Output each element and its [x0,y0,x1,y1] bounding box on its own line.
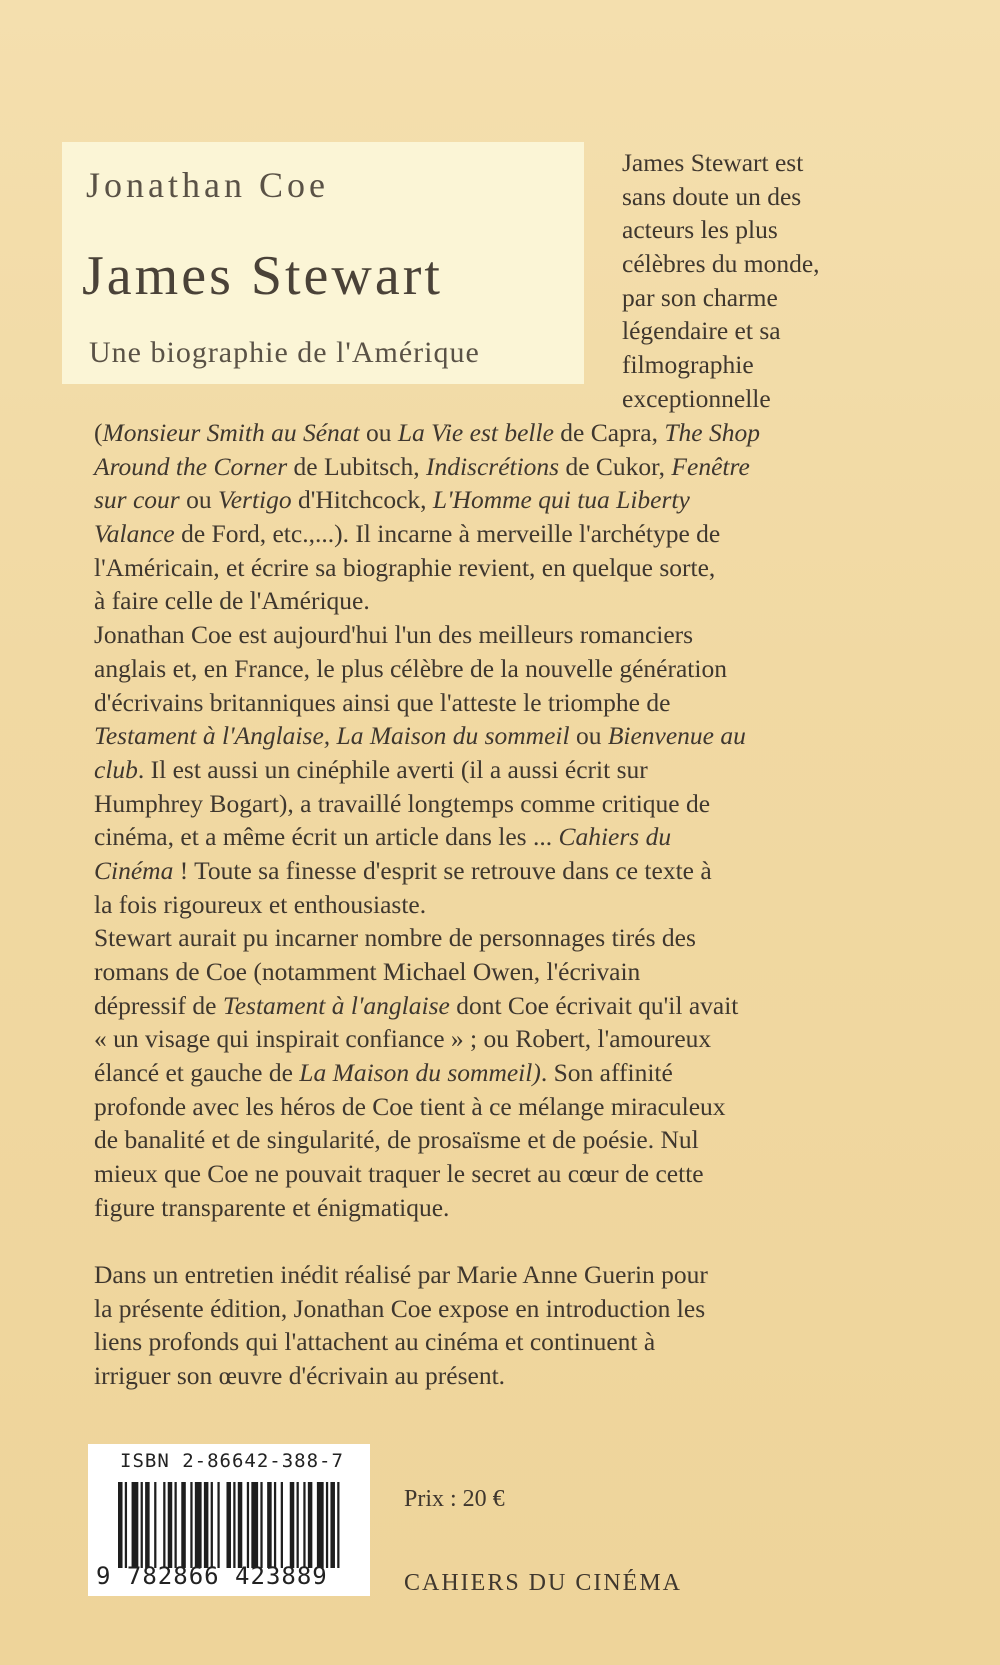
text-run: d'écrivains britanniques ainsi que l'atteste le triomphe de [94,687,671,717]
italic-title: Valance [94,519,175,549]
italic-title: Fenêtre [671,451,750,481]
text-line [94,1325,708,1359]
text-run: de banalité et de singularité, de prosaïsme et de poésie. Nul [94,1125,699,1155]
text-run: de Lubitsch, [287,451,426,481]
italic-title: Monsieur Smith au Sénat [102,418,360,447]
text-run: la fois rigoureux et enthousiaste. [94,889,427,919]
italic-title: Cahiers du [558,822,672,852]
text-run: cinéma, et a même écrit un article dans les ... [94,822,559,852]
text-run: anglais et, en France, le plus célèbre de la nouvelle génération [94,653,727,683]
text-run: à faire celle de l'Amérique. [94,586,370,616]
text-run: par son charme [622,282,778,312]
italic-title: La Vie est belle [397,418,554,447]
text-line [622,247,820,281]
text-run: Jonathan Coe est aujourd'hui l'un des meilleurs romanciers [94,620,694,650]
text-run: Dans un entretien inédit réalisé par Marie Anne Guerin pour [94,1260,708,1289]
text-line [94,1090,760,1124]
title-panel [62,142,584,384]
italic-title: La Maison du sommeil) [299,1058,541,1088]
text-run: la présente édition, Jonathan Coe expose en introduction les [94,1293,706,1323]
text-line [94,1157,760,1191]
text-line [94,517,760,551]
barcode-digits: 9 782866 423889 [96,1562,328,1590]
text-line [94,618,760,652]
text-line [94,450,760,484]
text-run: ou [569,721,608,751]
text-line [94,483,760,517]
barcode-icon [118,1482,344,1568]
isbn-number: ISBN 2-86642-388-7 [120,1450,344,1472]
text-run: liens profonds qui l'attachent au cinéma et continuent à [94,1327,656,1357]
text-run: dont Coe écrivait qu'il avait [449,990,739,1020]
italic-title: sur cour [94,485,180,515]
text-run: romans de Coe (notamment Michael Owen, l'écrivain [94,957,641,986]
isbn-barcode-block [88,1444,370,1596]
text-run: ou [179,485,218,515]
text-line [94,584,760,618]
text-line [94,1022,760,1056]
italic-title: Vertigo [217,485,292,515]
book-title: James Stewart [82,245,443,307]
text-line [94,921,760,955]
text-run: Humphrey Bogart), a travaillé longtemps comme critique de [94,788,711,818]
text-run: de Ford, etc.,...). Il incarne à merveille l'archétype de [174,519,721,549]
italic-title: club [94,754,138,784]
text-line [94,652,760,686]
text-line [94,753,760,787]
text-line [94,854,760,888]
publisher-name: CAHIERS DU CINÉMA [404,1570,683,1596]
text-run: filmographie [622,350,754,380]
text-run: figure transparente et énigmatique. [94,1192,450,1222]
italic-title: Cinéma [94,855,174,885]
blurb-closing-paragraph [94,1258,708,1393]
text-run: de Capra, [553,418,665,447]
text-line [94,955,760,989]
text-run: célèbres du monde, [622,249,820,279]
text-line [94,1292,708,1326]
text-line [94,1258,708,1292]
text-line [622,314,820,348]
text-line [94,719,760,753]
text-line [94,1191,760,1225]
text-run: ! Toute sa finesse d'esprit se retrouve dans ce texte à [173,855,712,885]
italic-title: L'Homme qui tua Liberty [432,485,690,515]
text-line [94,1056,760,1090]
text-line [622,382,820,416]
text-run: ( [94,418,103,447]
text-run: dépressif de [94,990,223,1020]
text-run: acteurs les plus [622,215,778,245]
text-line [94,820,760,854]
text-line [622,348,820,382]
italic-title: The Shop [664,418,760,447]
price-label: Prix : 20 € [404,1486,505,1512]
text-line [94,989,760,1023]
text-run: exceptionnelle [622,383,771,413]
text-line [94,787,760,821]
text-run: d'Hitchcock, [291,485,433,515]
text-line [622,146,820,180]
text-run: mieux que Coe ne pouvait traquer le secret au cœur de cette [94,1159,704,1189]
text-run: l'Américain, et écrire sa biographie revient, en quelque sorte, [94,552,716,582]
blurb-main-text [94,416,760,1225]
text-line [94,1123,760,1157]
text-line [622,213,820,247]
italic-title: Indiscrétions [425,451,560,481]
text-run: . Son affinité [540,1058,673,1088]
text-line [94,888,760,922]
text-run: élancé et gauche de [94,1058,300,1088]
italic-title: Testament à l'Anglaise, La Maison du sommeil [94,721,570,751]
text-line [94,551,760,585]
book-subtitle: Une biographie de l'Amérique [89,336,480,369]
text-run: de Cukor, [559,451,672,481]
text-run: James Stewart est [622,148,804,177]
text-run: profonde avec les héros de Coe tient à ce mélange miraculeux [94,1091,726,1121]
blurb-right-column [622,146,820,416]
text-run: irriguer son œuvre d'écrivain au présent. [94,1361,506,1391]
text-line [622,180,820,214]
text-line [94,416,760,450]
text-run: . Il est aussi un cinéphile averti (il a aussi écrit sur [137,754,648,784]
text-run: « un visage qui inspirait confiance » ; ou Robert, l'amoureux [94,1024,712,1054]
italic-title: Bienvenue au [607,721,746,751]
italic-title: Around the Corner [94,451,288,481]
author-name: Jonathan Coe [86,165,329,205]
text-run: Stewart aurait pu incarner nombre de personnages tirés des [94,923,696,953]
text-line [622,281,820,315]
text-line [94,686,760,720]
text-run: ou [359,418,398,447]
text-run: légendaire et sa [622,316,781,346]
text-line [94,1359,708,1393]
text-run: sans doute un des [622,181,802,211]
italic-title: Testament à l'anglaise [222,990,450,1020]
